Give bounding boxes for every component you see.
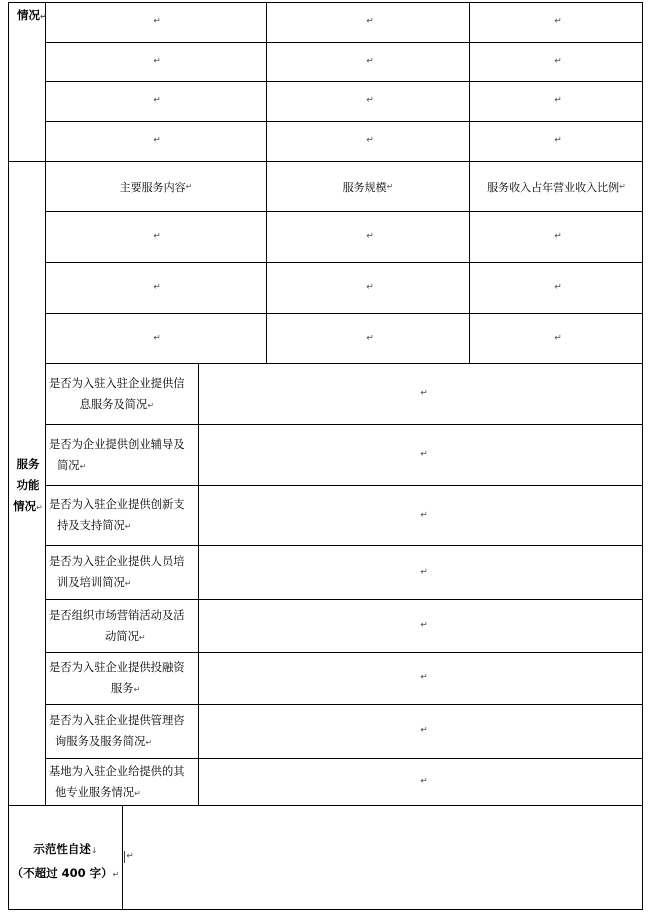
return-mark: ↵ — [420, 776, 428, 787]
return-mark: ↵ — [420, 510, 428, 521]
question-marketing-activities: 是否组织市场营销活动及活 动简况↵ — [49, 608, 185, 643]
return-mark: ↵ — [554, 282, 562, 293]
question-startup-coaching: 是否为企业提供创业辅导及 简况↵ — [49, 437, 185, 472]
divider — [45, 42, 643, 43]
section-label-service-function: 服务 功能 情况↵ — [13, 457, 43, 513]
return-mark: ↵ — [420, 672, 428, 683]
return-mark: ↵ — [554, 135, 562, 146]
return-mark: ↵ — [153, 231, 161, 242]
return-mark: ↵ — [366, 56, 374, 67]
divider — [45, 121, 643, 122]
divider — [45, 262, 643, 263]
return-mark: ↵ — [420, 725, 428, 736]
return-mark: ↵ — [420, 620, 428, 631]
question-staff-training: 是否为入驻企业提供人员培 训及培训简况↵ — [49, 555, 185, 589]
question-other-professional-services: 基地为入驻企业给提供的其 他专业服务情况↵ — [49, 764, 185, 799]
return-mark: ↵ — [366, 95, 374, 106]
return-mark: ↵ — [366, 231, 374, 242]
divider — [45, 211, 643, 212]
return-mark: ↵ — [366, 135, 374, 146]
return-mark: ↵ — [40, 12, 47, 21]
return-mark: ↵ — [366, 333, 374, 344]
return-mark: ↵ — [554, 95, 562, 106]
self-description-label: 示范性自述↓ （不超过 400 字）↵ — [11, 842, 120, 880]
section-label-situation: 情况↵ — [17, 8, 47, 22]
return-mark: ↵ — [366, 282, 374, 293]
return-mark: ↵ — [126, 851, 134, 862]
question-info-service: 是否为入驻入驻企业提供信 息服务及简况↵ — [49, 376, 185, 411]
return-mark: ↵ — [554, 56, 562, 67]
divider — [198, 363, 199, 805]
header-service-scale: 服务规模 ↵ — [342, 180, 394, 194]
return-mark: ↵ — [366, 16, 374, 27]
self-description-input-area[interactable] — [123, 806, 642, 909]
header-revenue-ratio: 服务收入占年营业收入比例 ↵ — [487, 180, 626, 194]
return-mark: ↵ — [554, 231, 562, 242]
return-mark: ↵ — [153, 135, 161, 146]
question-management-consulting: 是否为入驻企业提供管理咨 询服务及服务简况↵ — [49, 714, 185, 748]
return-mark: ↵ — [153, 56, 161, 67]
return-mark: ↵ — [153, 333, 161, 344]
return-mark: ↵ — [420, 449, 428, 460]
question-innovation-support: 是否为入驻企业提供创新支 持及支持简况↵ — [49, 498, 185, 532]
divider — [45, 313, 643, 314]
return-mark: ↵ — [554, 16, 562, 27]
return-mark: ↵ — [153, 16, 161, 27]
return-mark: ↵ — [420, 388, 428, 399]
return-mark: ↵ — [420, 567, 428, 578]
divider — [45, 81, 643, 82]
return-mark: ↵ — [554, 333, 562, 344]
header-main-service-content: 主要服务内容 ↵ — [119, 180, 193, 194]
return-mark: ↵ — [153, 95, 161, 106]
return-mark: ↵ — [153, 282, 161, 293]
question-investment-financing: 是否为入驻企业提供投融资 服务↵ — [49, 661, 185, 695]
